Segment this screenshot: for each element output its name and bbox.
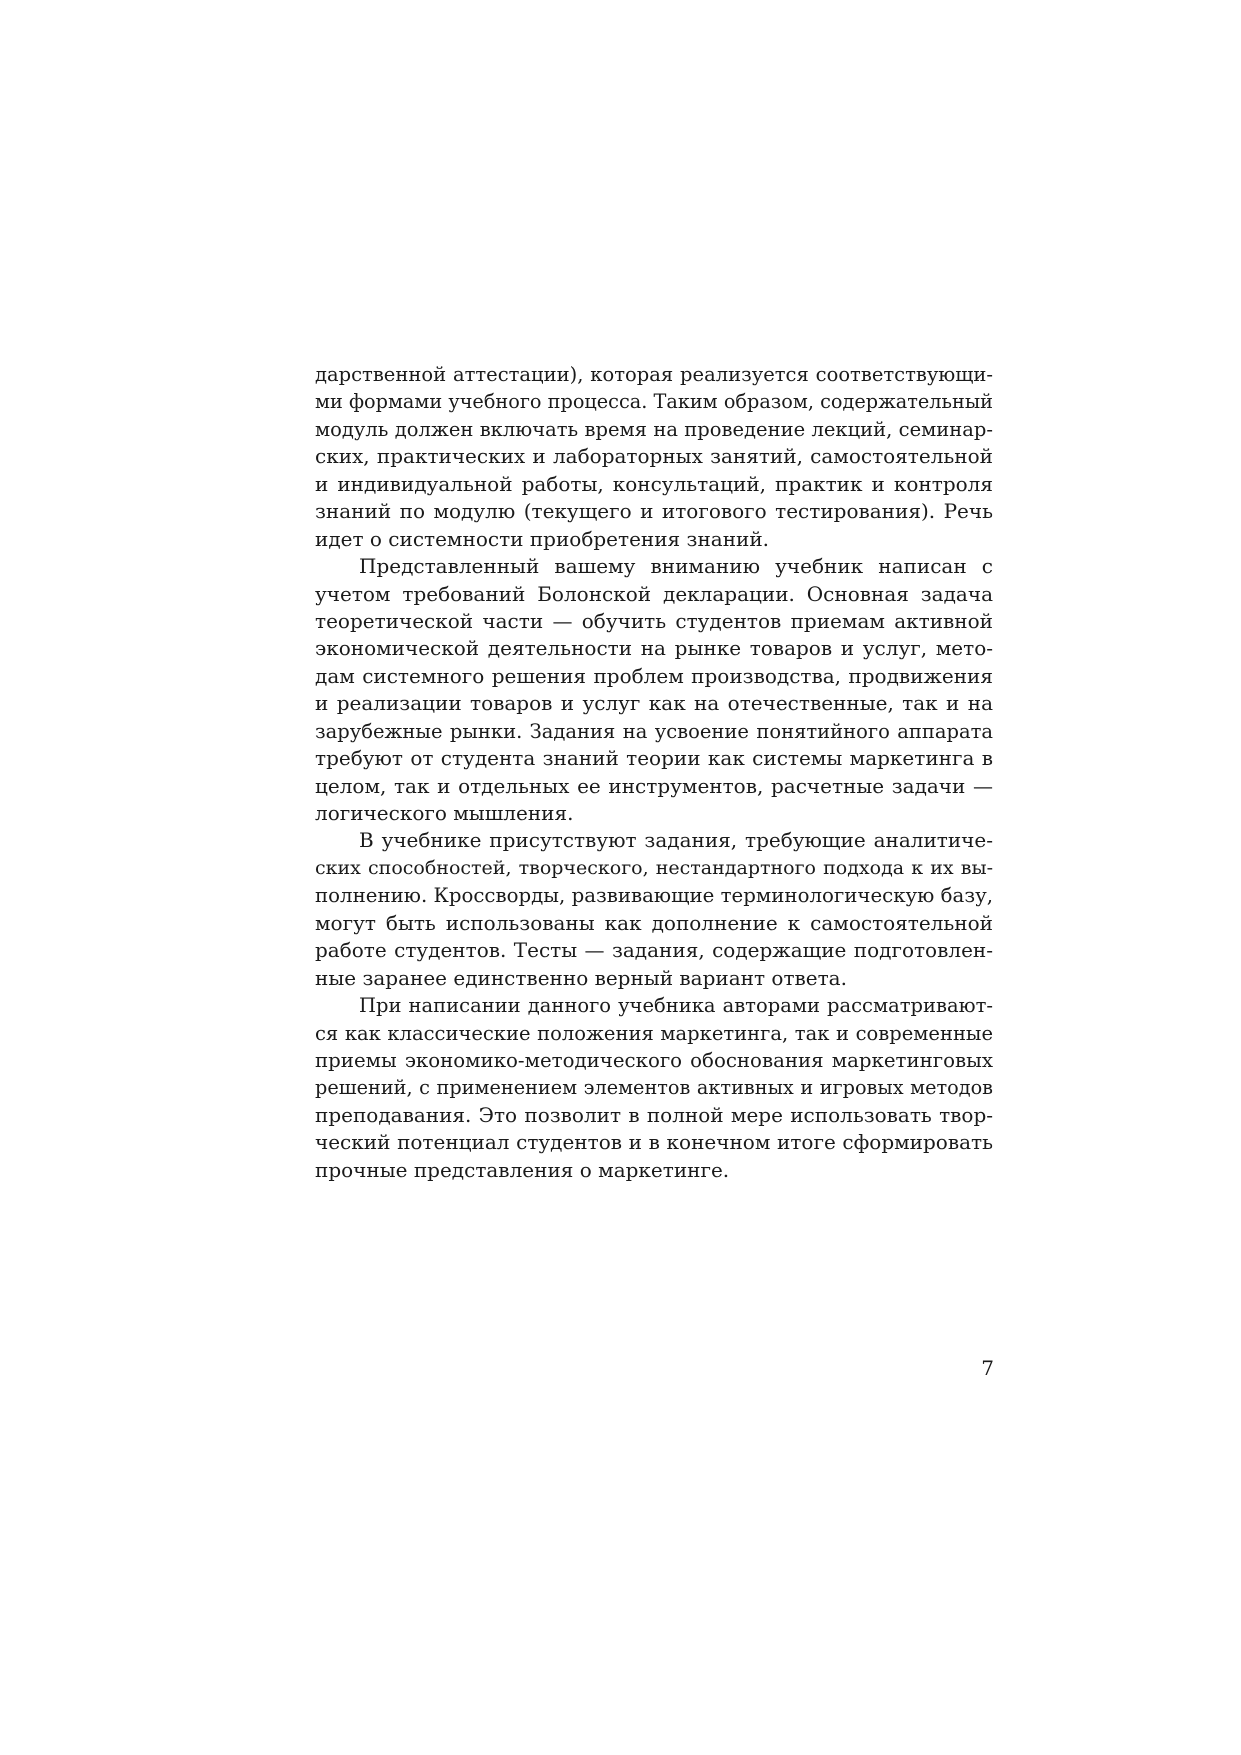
text-line: модуль должен включать время на проведение лекций, семинар- — [315, 417, 993, 441]
text-line: Представленный вашему вниманию учебник написан с — [359, 554, 993, 579]
text-line: ческий потенциал студентов и в конечном итоге сформировать — [315, 1130, 993, 1155]
page-number: 7 — [981, 1356, 994, 1380]
text-line: В учебнике присутствуют задания, требующие аналитиче- — [359, 828, 993, 853]
text-line: теоретической части — обучить студентов приемам активной — [315, 608, 993, 633]
text-line: и реализации товаров и услуг как на отечественные, так и на — [315, 691, 993, 716]
text-line: решений, с применением элементов активных и игровых методов — [315, 1076, 993, 1100]
text-line: и индивидуальной работы, консультаций, практик и контроля — [315, 471, 993, 496]
text-line: знаний по модулю (текущего и итогового тестирования). Речь — [315, 499, 993, 524]
text-line: ских, практических и лабораторных занятий, самостоятельной — [315, 444, 993, 469]
text-line: могут быть использованы как дополнение к самостоятельной — [315, 910, 993, 935]
text-line: зарубежные рынки. Задания на усвоение понятийного аппарата — [315, 719, 993, 743]
body-text — [315, 361, 993, 1184]
text-line: полнению. Кроссворды, развивающие терминологическую базу, — [315, 884, 993, 908]
text-line: ских способностей, творческого, нестандартного подхода к их вы- — [315, 856, 993, 879]
text-line: ми формами учебного процесса. Таким образом, содержательный — [315, 390, 993, 414]
text-line: целом, так и отдельных ее инструментов, расчетные задачи — — [315, 773, 993, 798]
text-line: учетом требований Болонской декларации. Основная задача — [315, 581, 993, 606]
text-line: экономической деятельности на рынке товаров и услуг, мето- — [315, 636, 993, 661]
text-line: прочные представления о маркетинге. — [315, 1157, 730, 1182]
text-line: требуют от студента знаний теории как системы маркетинга в — [315, 746, 993, 771]
text-line: логического мышления. — [315, 801, 574, 825]
text-line: дам системного решения проблем производства, продвижения — [315, 663, 993, 688]
text-line: ся как классические положения маркетинга, так и современные — [315, 1021, 993, 1045]
text-line: идет о системности приобретения знаний. — [315, 526, 770, 551]
text-line: ные заранее единственно верный вариант ответа. — [315, 965, 847, 990]
text-line: работе студентов. Тесты — задания, содержащие подготовлен- — [315, 938, 993, 963]
text-line: преподавания. Это позволит в полной мере использовать твор- — [315, 1102, 993, 1127]
text-line: приемы экономико-методического обоснования маркетинговых — [315, 1048, 993, 1072]
text-line: дарственной аттестации), которая реализуется соответствующи- — [315, 363, 993, 386]
text-line: При написании данного учебника авторами рассматривают- — [359, 994, 993, 1018]
